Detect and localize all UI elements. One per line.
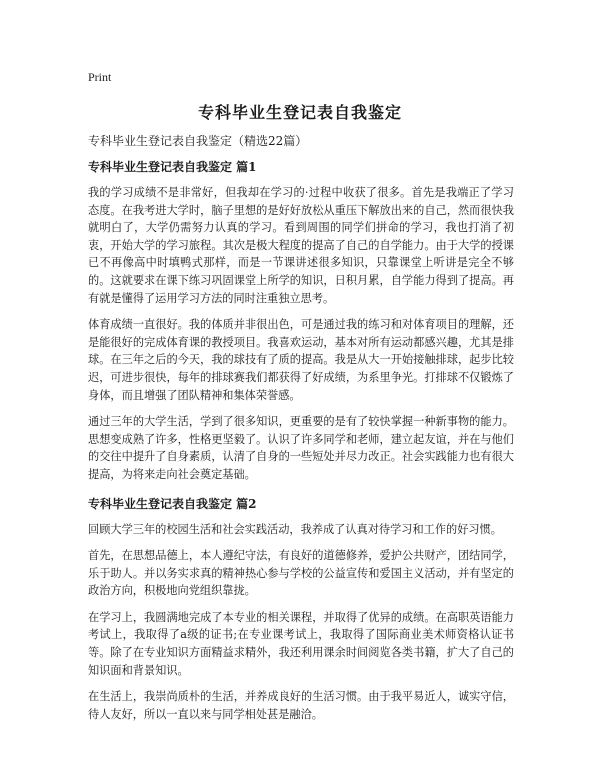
paragraph: 首先，在思想品德上，本人遵纪守法，有良好的道德修养，爱护公共财产，团结同学，乐于助人。并以务实求真的精神热心参与学校的公益宣传和爱国主义活动，并有坚定的政治方向，积极地向党组织靠拢。 — [88, 549, 514, 598]
section-1 — [88, 159, 514, 484]
document-subtitle: 专科毕业生登记表自我鉴定（精选22篇） — [88, 134, 308, 148]
section-2 — [88, 496, 514, 724]
paragraph: 我的学习成绩不是非常好，但我却在学习的·过程中收获了很多。首先是我端正了学习态度。在我考进大学时，脑子里想的是好好放松从重压下解放出来的自己，然而很快我就明白了，大学仍需努力认真的学习。看到周围的同学们拼命的学习，我也打消了初衷，开始大学的学习旅程。其次是极大程度的提高了自己的自学能力。由于大学的授课已不再像高中时填鸭式那样，而是一节课讲述很多知识，只靠课堂上听讲是完全不够的。这就要求在课下练习巩固课堂上所学的知识，日积月累，自学能力得到了提高。再有就是懂得了运用学习方法的同时注重独立思考。 — [88, 186, 514, 305]
print-link[interactable]: Print — [88, 70, 112, 84]
paragraph: 通过三年的大学生活，学到了很多知识，更重要的是有了较快掌握一种新事物的能力。思想变成熟了许多，性格更坚毅了。认识了许多同学和老师，建立起友谊，并在与他们的交往中提升了自身素质，认清了自身的一些短处并尽力改正。社会实践能力也有很大提高，为将来走向社会奠定基础。 — [88, 415, 514, 481]
paragraph: 在学习上，我圆满地完成了本专业的相关课程，并取得了优异的成绩。在高职英语能力考试上，我取得了a级的证书;在专业课考试上，我取得了国际商业美术师资格认证书等。除了在专业知识方面精益求精外，我还利用课余时间阅览各类书籍，扩大了自己的知识面和背景知识。 — [88, 610, 514, 677]
document-body — [88, 133, 514, 732]
paragraph: 在生活上，我崇尚质朴的生活，并养成良好的生活习惯。由于我平易近人，诚实守信，待人友好，所以一直以来与同学相处甚是融洽。 — [88, 690, 514, 721]
paragraph: 回顾大学三年的校园生活和社会实践活动，我养成了认真对待学习和工作的好习惯。 — [88, 522, 502, 536]
section-heading: 专科毕业生登记表自我鉴定 篇2 — [88, 496, 257, 511]
section-heading: 专科毕业生登记表自我鉴定 篇1 — [88, 160, 257, 174]
paragraph: 体育成绩一直很好。我的体质并非很出色，可是通过我的练习和对体育项目的理解，还是能很好的完成体育课的教授项目。我喜欢运动，基本对所有运动都感兴趣，尤其是排球。在三年之后的今天，我的球技有了质的提高。我是从大一开始接触排球，起步比较迟，可进步很快，每年的排球赛我们都获得了好成绩，为系里争光。打排球不仅锻炼了身体，而且增强了团队精神和集体荣誉感。 — [88, 318, 514, 402]
document-title: 专科毕业生登记表自我鉴定 — [197, 103, 402, 122]
